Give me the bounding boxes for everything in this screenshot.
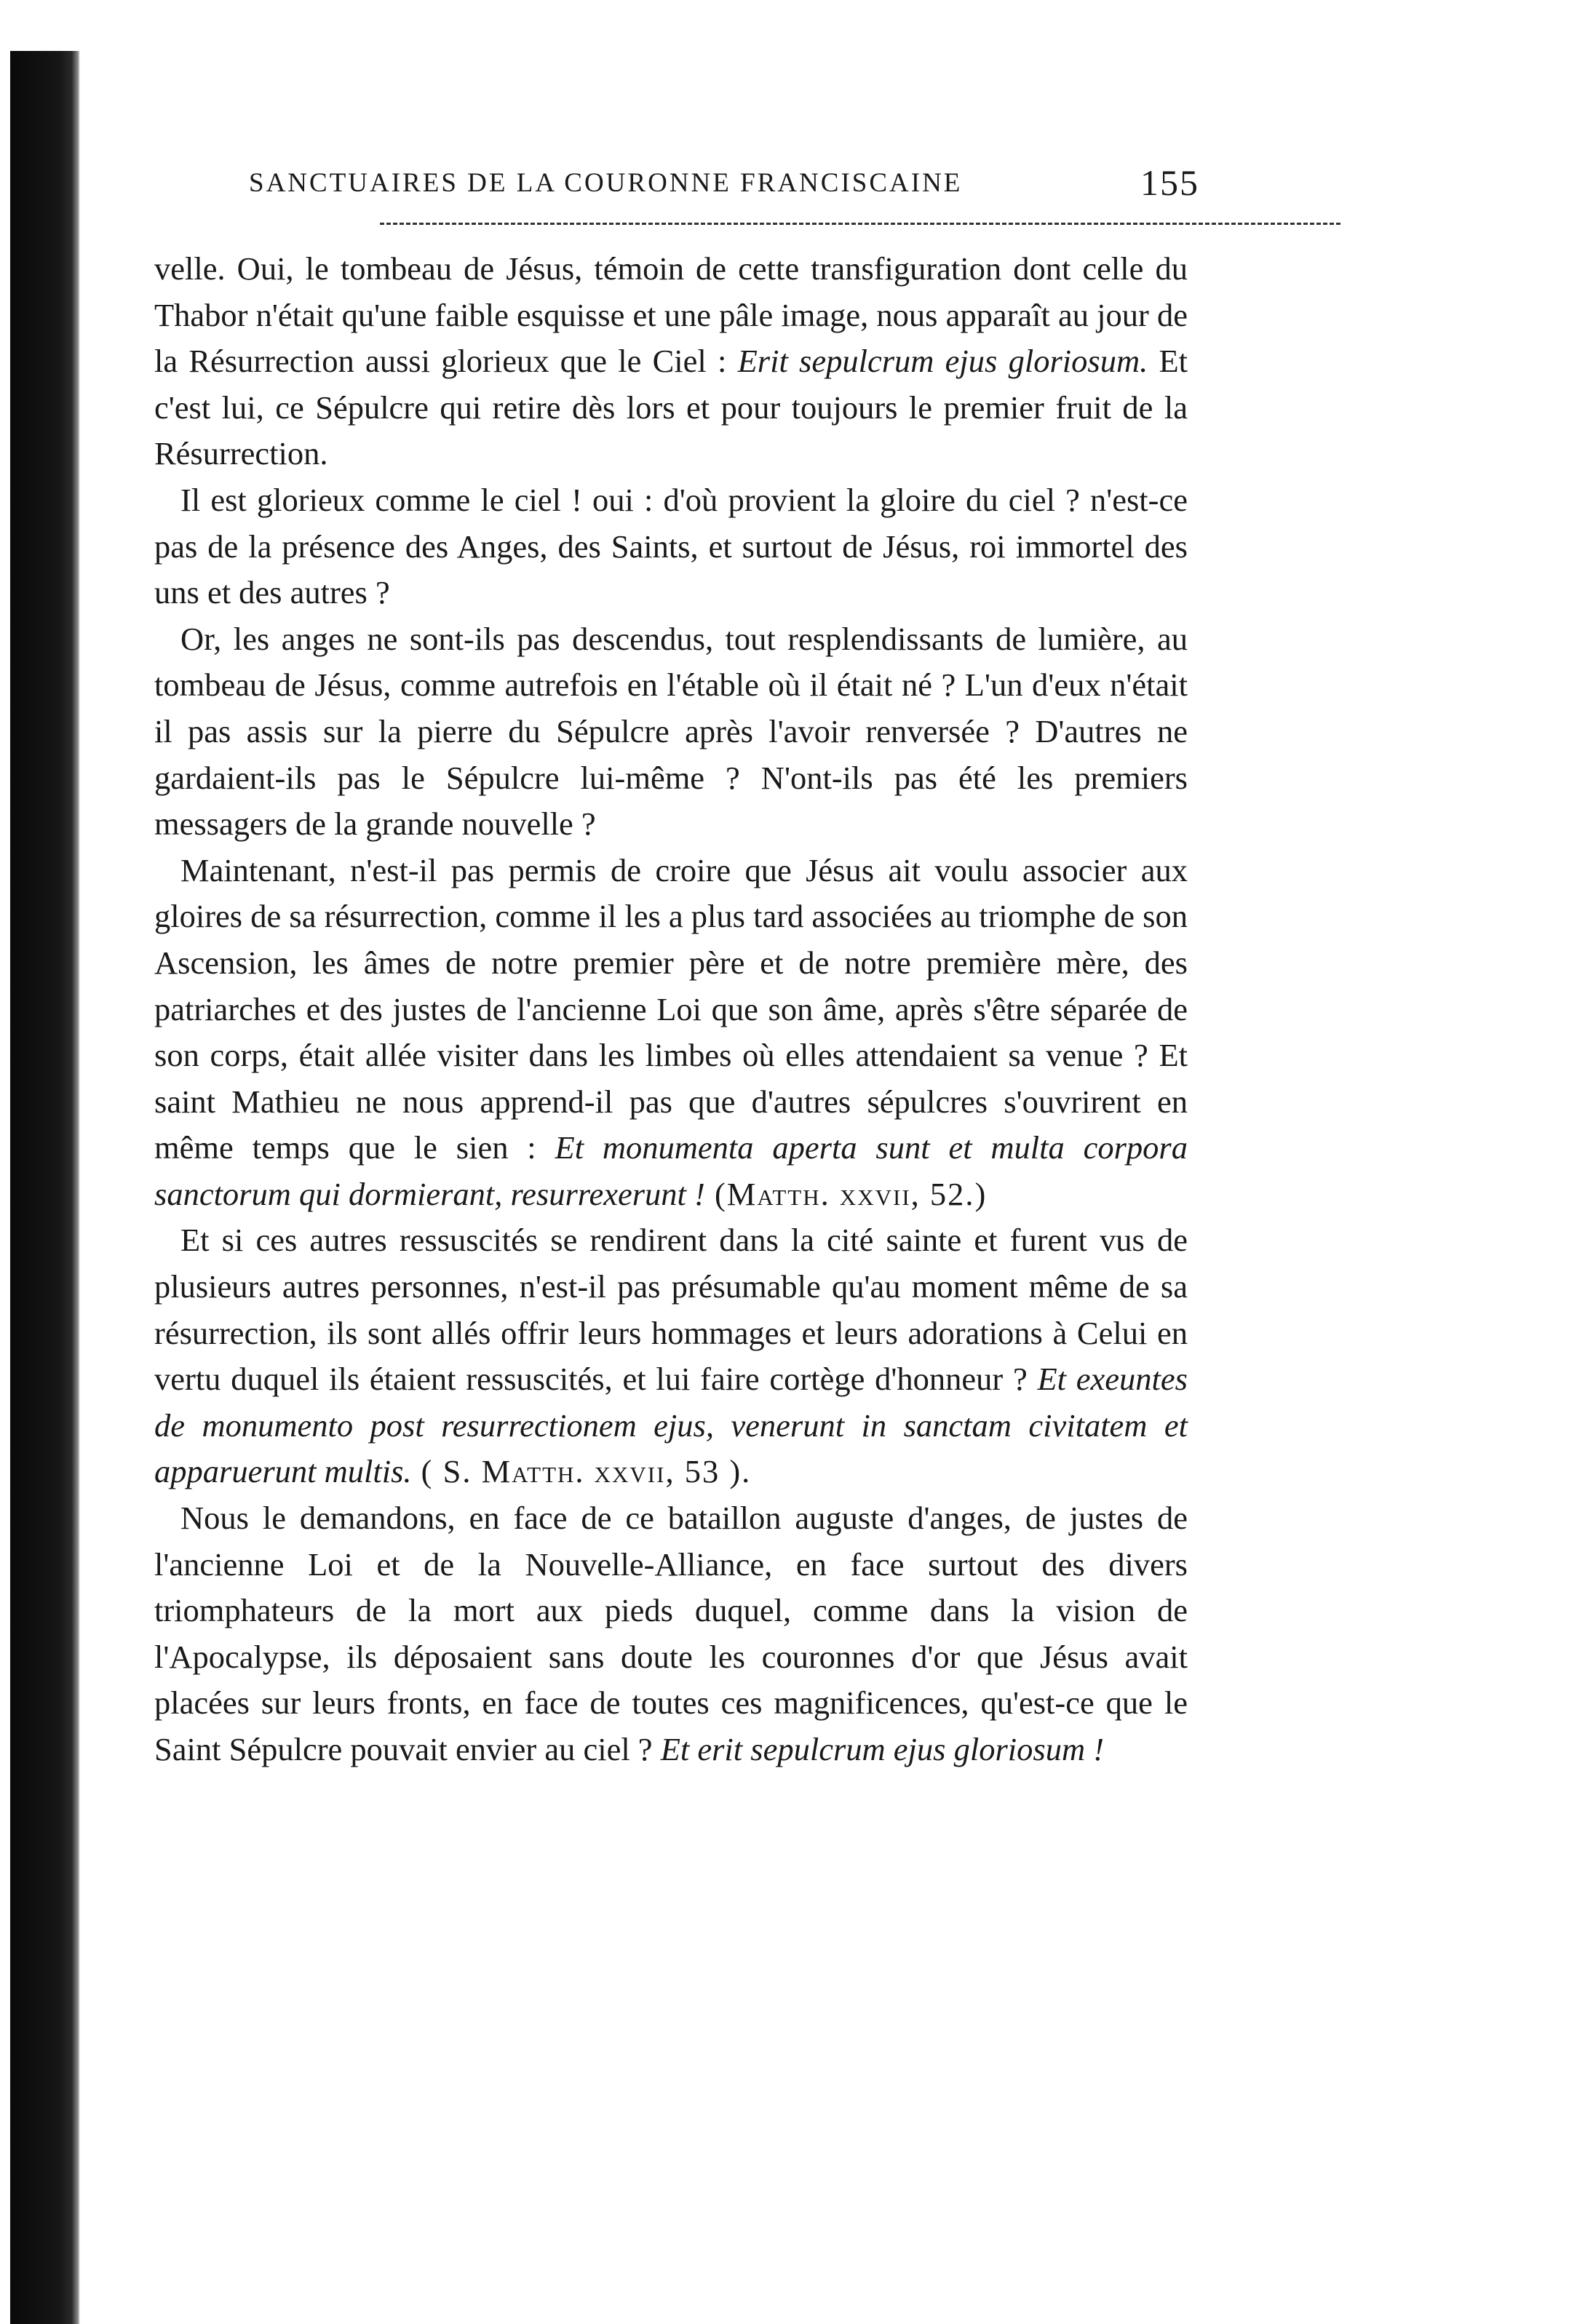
book-page	[154, 162, 1199, 1773]
paragraph-6-text: Nous le demandons, en face de ce bataillon auguste d'anges, de justes de l'ancienne Loi et de la Nouvelle-Alliance, en face surtout des divers triomphateurs de la mort aux pieds duquel, comme dans la vision de l'Apocalypse, ils déposaient sans doute les couronnes d'or que Jésus avait placées sur leurs fronts, en face de toutes ces magnificences, qu'est-ce que le Saint Sépulcre pouvait envier au ciel ?	[154, 1500, 1188, 1767]
paragraph-4-latin-quote: Et monumenta aperta sunt et multa corpora sanctorum qui dormierant, resurrexerunt !	[154, 1129, 1188, 1212]
paragraph-2-text: Il est glorieux comme le ciel ! oui : d'où provient la gloire du ciel ? n'est-ce pas de la présence des Anges, des Saints, et surtout de Jésus, roi immortel des uns et des autres ?	[154, 481, 1188, 611]
paragraph-5-text: Et si ces autres ressuscités se rendirent dans la cité sainte et furent vus de plusieurs autres personnes, n'est-il pas présumable qu'au moment même de sa résurrection, ils sont allés offrir leurs hommages et leurs adorations à Celui en vertu duquel ils étaient ressuscités, et lui faire cortège d'honneur ?	[154, 1222, 1188, 1398]
paragraph-6-latin-quote: Et erit sepulcrum ejus gloriosum !	[660, 1731, 1105, 1767]
running-head	[154, 162, 1199, 218]
paragraph-4-citation: (Matth. xxvii, 52.)	[704, 1175, 988, 1212]
paragraph-4	[154, 848, 1188, 1218]
paragraph-3-text: Or, les anges ne sont-ils pas descendus, tout resplendissants de lumière, au tombeau de Jésus, comme autrefois en l'étable où il était né ? L'un d'eux n'était il pas assis sur la pierre du Sépulcre après l'avoir renversée ? D'autres ne gardaient-ils pas le Sépulcre lui-même ? N'ont-ils pas été les premiers messagers de la grande nouvelle ?	[154, 620, 1188, 843]
page-number: 155	[1140, 162, 1199, 203]
paragraph-5-citation: ( S. Matth. xxvii, 53 ).	[411, 1453, 752, 1490]
scan-binding-edge	[10, 51, 80, 2324]
body-text	[154, 246, 1188, 1773]
paragraph-1-continuation: Et c'est lui, ce Sépulcre qui retire dès lors et pour toujours le premier fruit de la Résurrection.	[154, 343, 1188, 472]
running-title: SANCTUAIRES DE LA COURONNE FRANCISCAINE	[249, 168, 963, 198]
paragraph-1-latin-quote: Erit sepulcrum ejus gloriosum.	[737, 343, 1148, 380]
paragraph-3	[154, 616, 1188, 848]
paragraph-1	[154, 246, 1188, 477]
paragraph-6	[154, 1495, 1188, 1773]
paragraph-5-latin-quote: Et exeuntes de monumento post resurrectionem ejus, venerunt in sanctam civitatem et apparuerunt multis.	[154, 1361, 1188, 1490]
paragraph-5	[154, 1217, 1188, 1495]
paragraph-2	[154, 477, 1188, 616]
header-rule	[380, 223, 1340, 225]
paragraph-1-text: velle. Oui, le tombeau de Jésus, témoin de cette transfiguration dont celle du Thabor n'était qu'une faible esquisse et une pâle image, nous apparaît au jour de la Résurrection aussi glorieux que le Ciel :	[154, 250, 1188, 380]
paragraph-4-text: Maintenant, n'est-il pas permis de croire que Jésus ait voulu associer aux gloires de sa résurrection, comme il les a plus tard associées au triomphe de son Ascension, les âmes de notre premier père et de notre première mère, des patriarches et des justes de l'ancienne Loi que son âme, après s'être séparée de son corps, était allée visiter dans les limbes où elles attendaient sa venue ? Et saint Mathieu ne nous apprend-il pas que d'autres sépulcres s'ouvrirent en même temps que le sien :	[154, 851, 1188, 1166]
